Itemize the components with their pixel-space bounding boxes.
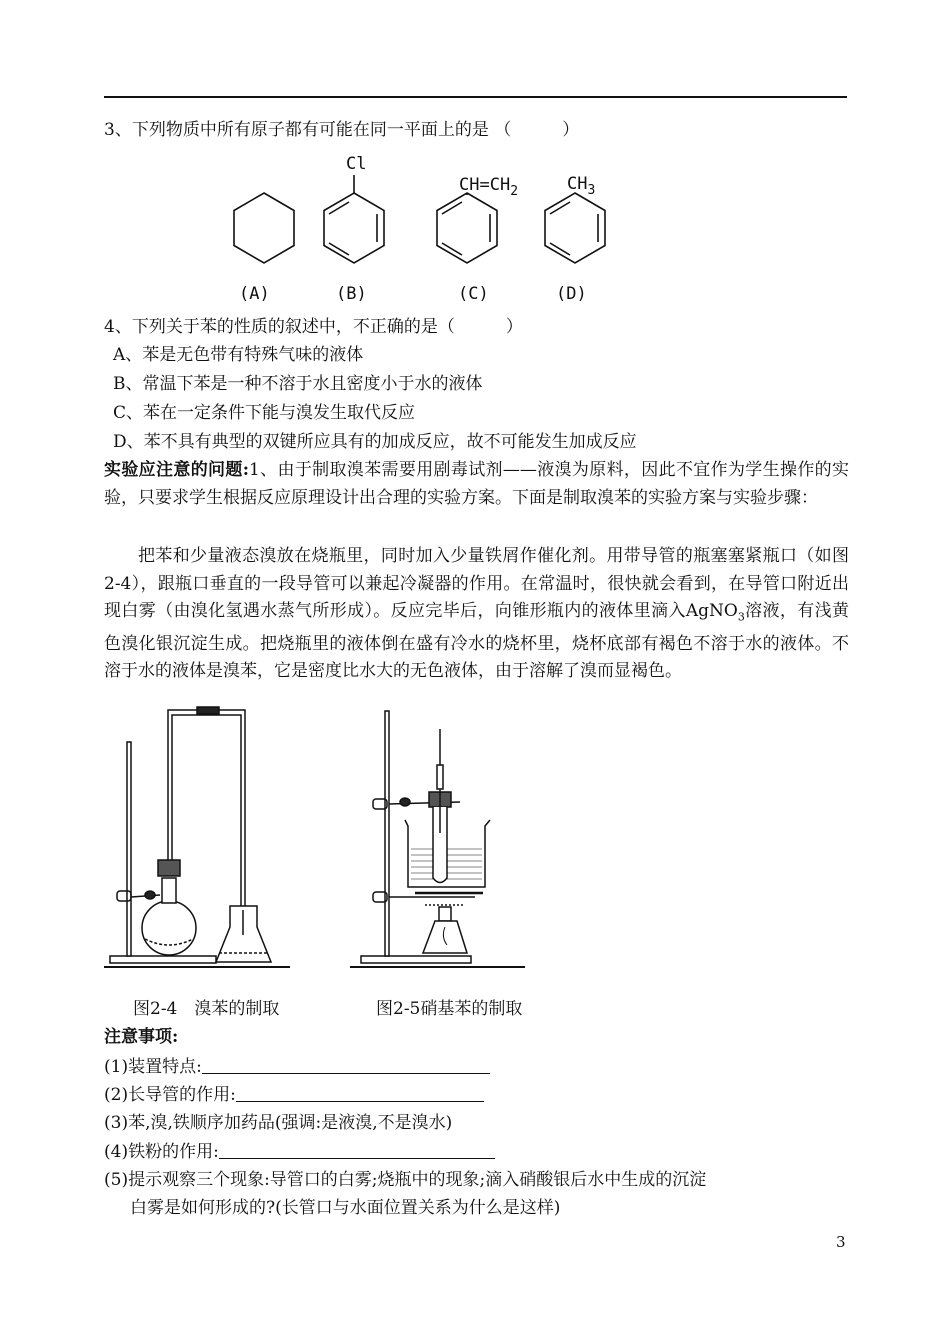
benzene-ring-d [545, 193, 605, 263]
notes-intro-text: 1、由于制取溴苯需要用剧毒试剂——液溴为原料，因此不宜作为学生操作的实验，只要求学生根据反应原理设计出合理的实验方案。下面是制取溴苯的实验方案与实验步骤： [104, 460, 849, 508]
figure-2-4-caption: 图2-4 溴苯的制取 [133, 999, 280, 1019]
vinyl-text: CH=CH [459, 175, 511, 195]
answer-blank-2[interactable] [236, 1085, 484, 1102]
substituent-cl: Cl [346, 154, 367, 174]
notes-intro [104, 457, 849, 512]
item-4-text: (4)铁粉的作用: [104, 1142, 219, 1162]
q4-option-c: C、苯在一定条件下能与溴发生取代反应 [113, 403, 416, 423]
vinyl-subscript: 2 [510, 184, 519, 199]
procedure-paragraph [104, 543, 849, 686]
question-4: 4、下列关于苯的性质的叙述中，不正确的是（ ） [104, 317, 523, 337]
attention-item-2 [104, 1084, 484, 1106]
option-a-label: (A) [239, 284, 270, 304]
attention-item-5: (5)提示观察三个现象:导管口的白雾;烧瓶中的现象;滴入硝酸银后水中生成的沉淀 [104, 1170, 707, 1190]
q4-option-d: D、苯不具有典型的双键所应具有的加成反应，故不可能发生加成反应 [113, 432, 637, 452]
benzene-ring-b [324, 193, 384, 263]
page-number: 3 [836, 1233, 846, 1251]
q4-option-b: B、常温下苯是一种不溶于水且密度小于水的液体 [113, 374, 483, 394]
answer-blank-1[interactable] [202, 1057, 490, 1074]
attention-extra: 白雾是如何形成的?(长管口与水面位置关系为什么是这样) [130, 1198, 561, 1218]
attention-heading: 注意事项: [104, 1027, 179, 1047]
option-b-label: (B) [336, 284, 367, 304]
answer-blank-4[interactable] [219, 1142, 495, 1159]
nitrobenzene-apparatus-figure [345, 705, 535, 975]
benzene-ring-c [437, 193, 497, 263]
item-2-text: (2)长导管的作用: [104, 1085, 236, 1105]
cyclohexane-ring [234, 193, 294, 263]
attention-item-1 [104, 1056, 490, 1078]
question-3: 3、下列物质中所有原子都有可能在同一平面上的是 （ ） [104, 120, 580, 140]
attention-item-3: (3)苯,溴,铁顺序加药品(强调:是液溴,不是溴水) [104, 1113, 453, 1133]
figure-2-5-caption: 图2-5硝基苯的制取 [376, 999, 523, 1019]
option-c-label: (C) [458, 284, 489, 304]
item-1-text: (1)装置特点: [104, 1057, 202, 1077]
bromobenzene-apparatus-figure [100, 705, 300, 975]
procedure-text-b: 溶液，有浅黄色溴化银沉淀生成。把烧瓶里的液体倒在盛有冷水的烧杯里，烧杯底部有褐色不溶于水的液体。不溶于水的液体是溴苯，它是密度比水大的无色液体，由于溶解了溴而显褐色。 [104, 601, 849, 682]
methyl-subscript: 3 [587, 183, 596, 198]
q4-option-a: A、苯是无色带有特殊气味的液体 [113, 345, 364, 365]
substituent-vinyl [459, 175, 518, 199]
attention-item-4 [104, 1141, 495, 1163]
structure-formulas [0, 0, 950, 320]
procedure-subscript: 3 [737, 610, 745, 624]
option-d-label: (D) [556, 284, 587, 304]
methyl-text: CH [567, 174, 588, 194]
procedure-text-a: 把苯和少量液态溴放在烧瓶里，同时加入少量铁屑作催化剂。用带导管的瓶塞塞紧瓶口（如图2-4），跟瓶口垂直的一段导管可以兼起冷凝器的作用。在常温时，很快就会看到，在导管口附近出现白雾（由溴化氢遇水蒸气所形成）。反应完毕后，向锥形瓶内的液体里滴入AgNO [104, 546, 849, 621]
notes-heading: 实验应注意的问题: [104, 460, 249, 480]
